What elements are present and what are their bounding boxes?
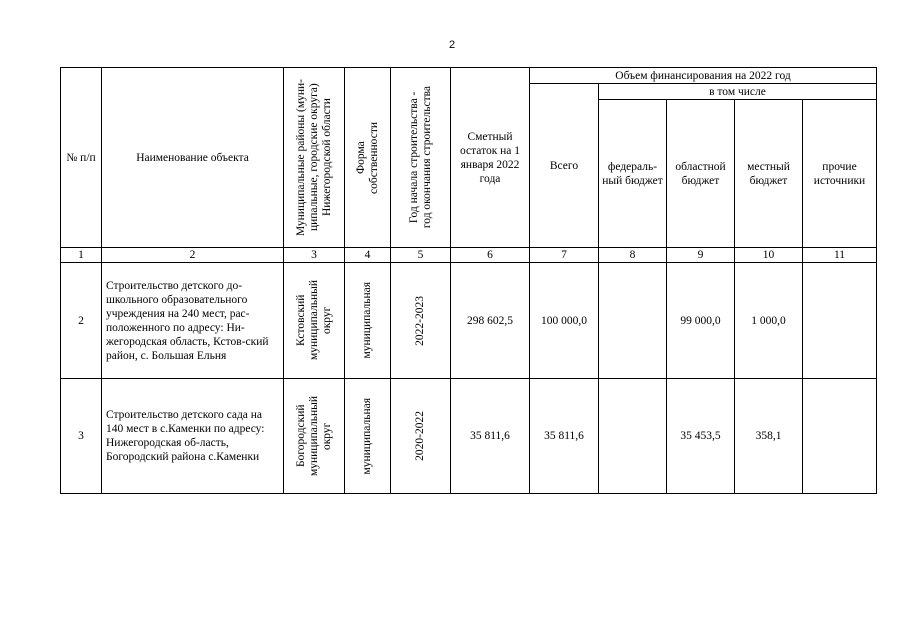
row-ownership: муниципальная [345, 263, 391, 379]
header-federal: федераль-ный бюджет [599, 100, 667, 248]
row-estimate: 35 811,6 [451, 379, 530, 494]
row-years: 2022-2023 [391, 263, 451, 379]
column-number: 1 [61, 248, 102, 263]
row-district: Кстовский муниципальный округ [284, 263, 345, 379]
header-ownership: Форма собственности [345, 68, 391, 248]
row-regional: 35 453,5 [667, 379, 735, 494]
row-federal [599, 379, 667, 494]
column-numbers-row [61, 248, 877, 263]
column-number: 2 [102, 248, 284, 263]
page-number: 2 [448, 39, 456, 51]
header-estimate: Сметный остаток на 1 января 2022 года [451, 68, 530, 248]
row-local: 358,1 [735, 379, 803, 494]
header-no: № п/п [61, 68, 102, 248]
column-number: 10 [735, 248, 803, 263]
column-number: 11 [803, 248, 877, 263]
column-number: 9 [667, 248, 735, 263]
row-no: 2 [61, 263, 102, 379]
row-federal [599, 263, 667, 379]
header-subgroup: в том числе [599, 84, 877, 100]
row-object-name: Строительство детского до-школьного образовательного учреждения на 240 мест, рас-положенного по адресу: Ни-жегородская область, Кстов-ский район, с. Большая Ельня [102, 263, 284, 379]
row-other [803, 379, 877, 494]
row-object-name: Строительство детского сада на 140 мест в с.Каменки по адресу: Нижегородская об-ласть, Богородский района с.Каменки [102, 379, 284, 494]
column-number: 4 [345, 248, 391, 263]
header-district: Муниципальные районы (муни- ципальные, городские округа) Нижегородской области [284, 68, 345, 248]
header-regional: областной бюджет [667, 100, 735, 248]
header-local: местный бюджет [735, 100, 803, 248]
row-total: 35 811,6 [530, 379, 599, 494]
header-financing-group: Объем финансирования на 2022 год [530, 68, 877, 84]
row-ownership: муниципальная [345, 379, 391, 494]
header-name: Наименование объекта [102, 68, 284, 248]
row-years: 2020-2022 [391, 379, 451, 494]
column-number: 5 [391, 248, 451, 263]
header-other: прочие источники [803, 100, 877, 248]
table-row [61, 263, 877, 379]
financing-table [60, 67, 877, 494]
row-estimate: 298 602,5 [451, 263, 530, 379]
column-number: 8 [599, 248, 667, 263]
header-total: Всего [530, 84, 599, 248]
column-number: 3 [284, 248, 345, 263]
table-row [61, 379, 877, 494]
header-years: Год начала строительства - год окончания строительства [391, 68, 451, 248]
row-regional: 99 000,0 [667, 263, 735, 379]
column-number: 7 [530, 248, 599, 263]
row-total: 100 000,0 [530, 263, 599, 379]
row-district: Богородский муниципальный округ [284, 379, 345, 494]
row-no: 3 [61, 379, 102, 494]
column-number: 6 [451, 248, 530, 263]
row-local: 1 000,0 [735, 263, 803, 379]
row-other [803, 263, 877, 379]
